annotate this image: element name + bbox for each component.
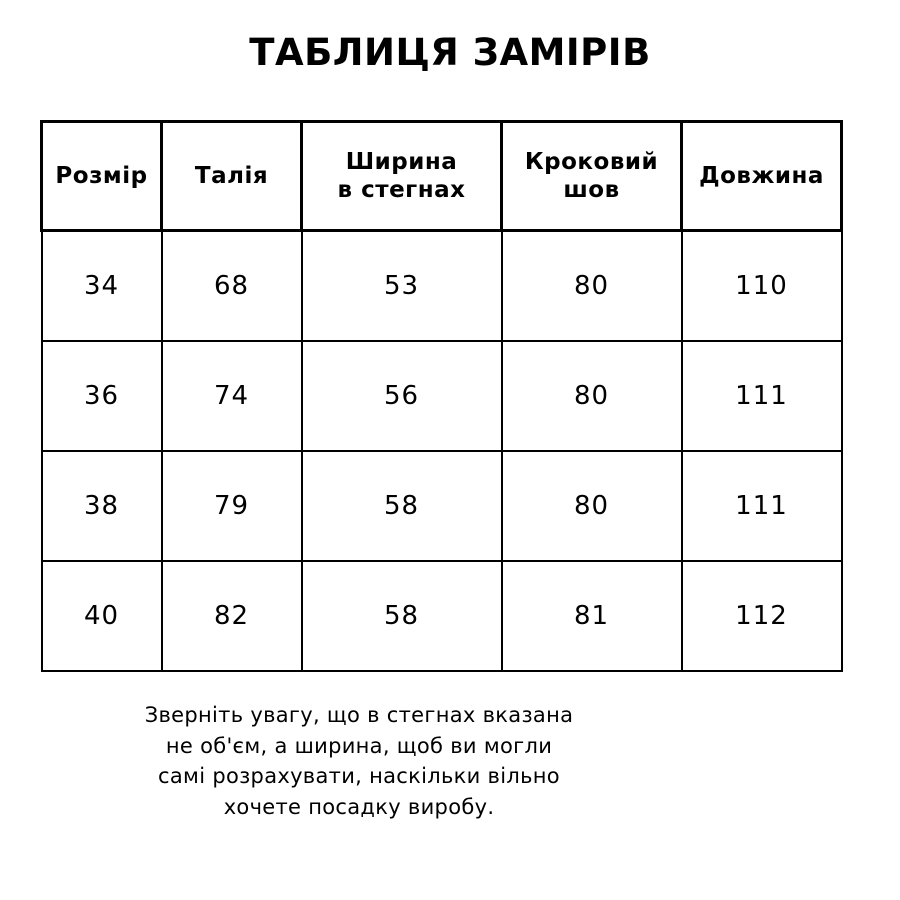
cell-length: 111 — [682, 341, 842, 451]
note-line: не об'єм, а ширина, щоб ви могли — [165, 733, 553, 758]
size-chart-table — [40, 120, 843, 672]
header-label: Кроковий — [524, 149, 659, 175]
header-length — [682, 122, 842, 231]
table-row — [42, 231, 842, 342]
cell-inseam: 80 — [502, 231, 682, 342]
cell-hip-width: 58 — [302, 451, 502, 561]
note-line: Зверніть увагу, що в стегнах вказана — [144, 703, 574, 727]
table-row — [42, 451, 842, 561]
cell-waist: 68 — [162, 231, 302, 342]
header-label: Ширина — [345, 149, 458, 175]
header-label: Талія — [194, 163, 269, 189]
cell-waist: 79 — [162, 451, 302, 561]
header-label: шов — [563, 177, 620, 203]
cell-size: 34 — [42, 231, 162, 342]
page-title: ТАБЛИЦЯ ЗАМІРІВ — [249, 31, 651, 74]
table-row — [42, 341, 842, 451]
cell-size: 36 — [42, 341, 162, 451]
cell-hip-width: 58 — [302, 561, 502, 671]
header-label: в стегнах — [337, 177, 466, 203]
header-inseam — [502, 122, 682, 231]
header-hip-width — [302, 122, 502, 231]
cell-waist: 74 — [162, 341, 302, 451]
table-header-row — [42, 122, 842, 231]
header-waist — [162, 122, 302, 231]
note-line: самі розрахувати, наскільки вільно — [158, 764, 560, 788]
table-row — [42, 561, 842, 671]
cell-size: 38 — [42, 451, 162, 561]
cell-inseam: 81 — [502, 561, 682, 671]
header-label: Довжина — [699, 163, 824, 189]
cell-inseam: 80 — [502, 451, 682, 561]
cell-length: 112 — [682, 561, 842, 671]
cell-hip-width: 53 — [302, 231, 502, 342]
cell-hip-width: 56 — [302, 341, 502, 451]
header-size — [42, 122, 162, 231]
header-label: Розмір — [55, 163, 148, 189]
cell-waist: 82 — [162, 561, 302, 671]
cell-length: 111 — [682, 451, 842, 561]
measurement-note — [60, 700, 658, 822]
cell-inseam: 80 — [502, 341, 682, 451]
note-line: хочете посадку виробу. — [223, 794, 495, 819]
cell-size: 40 — [42, 561, 162, 671]
cell-length: 110 — [682, 231, 842, 342]
